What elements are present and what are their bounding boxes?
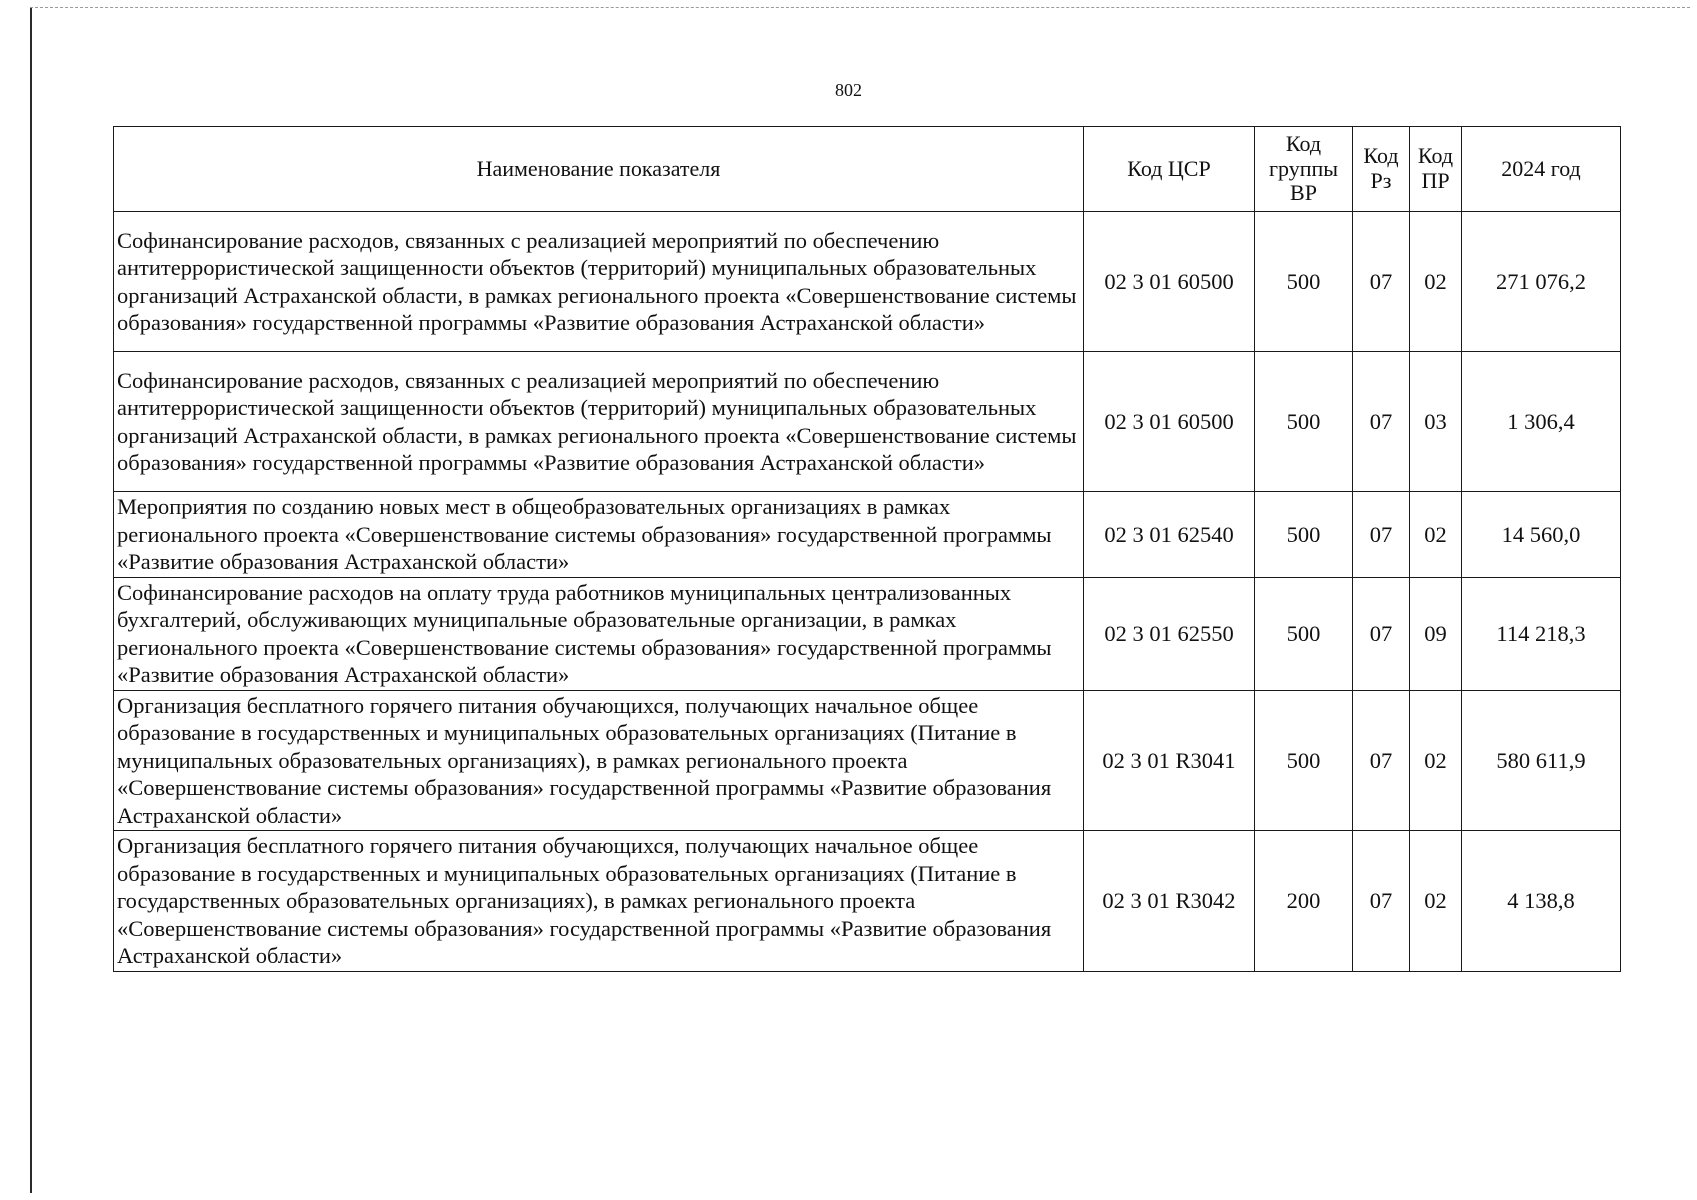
table-row bbox=[114, 577, 1621, 690]
table-body bbox=[114, 212, 1621, 972]
row-amount: 4 138,8 bbox=[1462, 831, 1621, 972]
row-rz-code: 07 bbox=[1353, 212, 1410, 352]
row-pr-code: 09 bbox=[1410, 577, 1462, 690]
row-vr-code: 500 bbox=[1255, 577, 1353, 690]
page-number: 802 bbox=[835, 80, 862, 100]
row-indicator-name: Софинансирование расходов, связанных с реализацией мероприятий по обеспечению антитеррористической защищенности объектов (территорий) муниципальных образовательных организаций Астраханской области, в рамках регионального проекта «Совершенствование системы образования» государственной программы «Развитие образования Астраханской области» bbox=[114, 212, 1084, 352]
table-row bbox=[114, 690, 1621, 831]
row-csr-code: 02 3 01 R3041 bbox=[1084, 690, 1255, 831]
row-amount: 1 306,4 bbox=[1462, 352, 1621, 492]
row-vr-code: 500 bbox=[1255, 492, 1353, 578]
row-vr-code: 500 bbox=[1255, 690, 1353, 831]
row-indicator-name: Организация бесплатного горячего питания обучающихся, получающих начальное общее образование в государственных и муниципальных образовательных организациях (Питание в государственных образовательных организациях), в рамках регионального проекта «Совершенствование системы образования» государственной программы «Развитие образования Астраханской области» bbox=[114, 831, 1084, 972]
header-amount-2024: 2024 год bbox=[1462, 127, 1621, 212]
scan-edge-top bbox=[30, 7, 1690, 8]
row-rz-code: 07 bbox=[1353, 690, 1410, 831]
row-vr-code: 500 bbox=[1255, 212, 1353, 352]
row-amount: 114 218,3 bbox=[1462, 577, 1621, 690]
header-csr-code: Код ЦСР bbox=[1084, 127, 1255, 212]
header-pr-code: Код ПР bbox=[1410, 127, 1462, 212]
scan-edge-left bbox=[30, 8, 32, 1193]
row-rz-code: 07 bbox=[1353, 352, 1410, 492]
budget-table bbox=[113, 126, 1621, 972]
row-pr-code: 02 bbox=[1410, 690, 1462, 831]
row-rz-code: 07 bbox=[1353, 492, 1410, 578]
row-csr-code: 02 3 01 R3042 bbox=[1084, 831, 1255, 972]
row-pr-code: 02 bbox=[1410, 492, 1462, 578]
row-pr-code: 03 bbox=[1410, 352, 1462, 492]
row-pr-code: 02 bbox=[1410, 212, 1462, 352]
row-csr-code: 02 3 01 60500 bbox=[1084, 212, 1255, 352]
row-csr-code: 02 3 01 62550 bbox=[1084, 577, 1255, 690]
row-vr-code: 500 bbox=[1255, 352, 1353, 492]
row-amount: 271 076,2 bbox=[1462, 212, 1621, 352]
table-row bbox=[114, 831, 1621, 972]
row-indicator-name: Мероприятия по созданию новых мест в общеобразовательных организациях в рамках регионального проекта «Совершенствование системы образования» государственной программы «Развитие образования Астраханской области» bbox=[114, 492, 1084, 578]
table-row bbox=[114, 352, 1621, 492]
row-indicator-name: Софинансирование расходов на оплату труда работников муниципальных централизованных бухгалтерий, обслуживающих муниципальные образовательные организации, в рамках регионального проекта «Совершенствование системы образования» государственной программы «Развитие образования Астраханской области» bbox=[114, 577, 1084, 690]
header-vr-code: Код группы ВР bbox=[1255, 127, 1353, 212]
table-row bbox=[114, 492, 1621, 578]
row-csr-code: 02 3 01 62540 bbox=[1084, 492, 1255, 578]
header-rz-code: Код Рз bbox=[1353, 127, 1410, 212]
row-rz-code: 07 bbox=[1353, 831, 1410, 972]
row-pr-code: 02 bbox=[1410, 831, 1462, 972]
header-row bbox=[114, 127, 1621, 212]
row-indicator-name: Организация бесплатного горячего питания обучающихся, получающих начальное общее образование в государственных и муниципальных образовательных организациях (Питание в муниципальных образовательных организациях), в рамках регионального проекта «Совершенствование системы образования» государственной программы «Развитие образования Астраханской области» bbox=[114, 690, 1084, 831]
header-indicator-name: Наименование показателя bbox=[114, 127, 1084, 212]
table-header bbox=[114, 127, 1621, 212]
row-rz-code: 07 bbox=[1353, 577, 1410, 690]
row-vr-code: 200 bbox=[1255, 831, 1353, 972]
row-indicator-name: Софинансирование расходов, связанных с реализацией мероприятий по обеспечению антитеррористической защищенности объектов (территорий) муниципальных образовательных организаций Астраханской области, в рамках регионального проекта «Совершенствование системы образования» государственной программы «Развитие образования Астраханской области» bbox=[114, 352, 1084, 492]
row-amount: 14 560,0 bbox=[1462, 492, 1621, 578]
table-row bbox=[114, 212, 1621, 352]
row-amount: 580 611,9 bbox=[1462, 690, 1621, 831]
row-csr-code: 02 3 01 60500 bbox=[1084, 352, 1255, 492]
